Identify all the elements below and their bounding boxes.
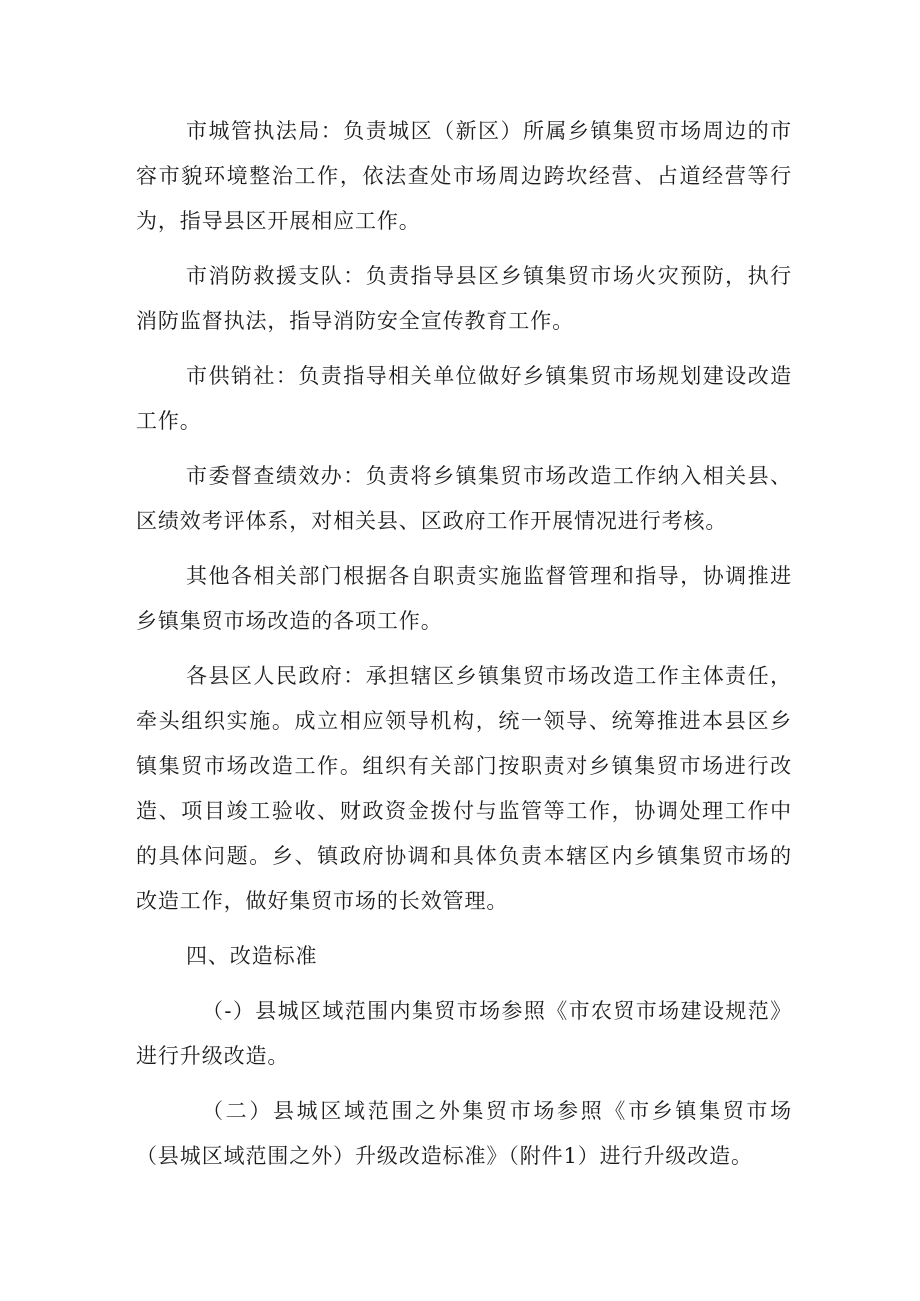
document-body: [136, 109, 792, 1189]
section-heading: 四、改造标准: [186, 944, 318, 968]
paragraph-supervision-office: 市委督查绩效办：负责将乡镇集贸市场改造工作纳入相关县、区绩效考评体系，对相关县、区政府工作开展情况进行考核。: [136, 464, 792, 533]
paragraph-other-departments: 其他各相关部门根据各自职责实施监督管理和指导，协调推进乡镇集贸市场改造的各项工作。: [136, 564, 792, 633]
paragraph-supply-cooperative: 市供销社：负责指导相关单位做好乡镇集贸市场规划建设改造工作。: [136, 364, 792, 433]
standard-item-1: （-）县城区域范围内集贸市场参照《市农贸市场建设规范》进行升级改造。: [136, 999, 792, 1068]
paragraph-county-governments: 各县区人民政府：承担辖区乡镇集贸市场改造工作主体责任，牵头组织实施。成立相应领导机构，统一领导、统筹推进本县区乡镇集贸市场改造工作。组织有关部门按职责对乡镇集贸市场进行改造、项目竣工验收、财政资金拨付与监管等工作，协调处理工作中的具体问题。乡、镇政府协调和具体负责本辖区内乡镇集贸市场的改造工作，做好集贸市场的长效管理。: [136, 664, 792, 913]
paragraph-fire-rescue: 市消防救援支队：负责指导县区乡镇集贸市场火灾预防，执行消防监督执法，指导消防安全宣传教育工作。: [136, 264, 792, 333]
standard-item-2: （二）县城区域范围之外集贸市场参照《市乡镇集贸市场（县城区域范围之外）升级改造标准》（附件1）进行升级改造。: [136, 1099, 792, 1168]
paragraph-city-management: 市城管执法局：负责城区（新区）所属乡镇集贸市场周边的市容市貌环境整治工作，依法查处市场周边跨坎经营、占道经营等行为，指导县区开展相应工作。: [136, 119, 792, 233]
